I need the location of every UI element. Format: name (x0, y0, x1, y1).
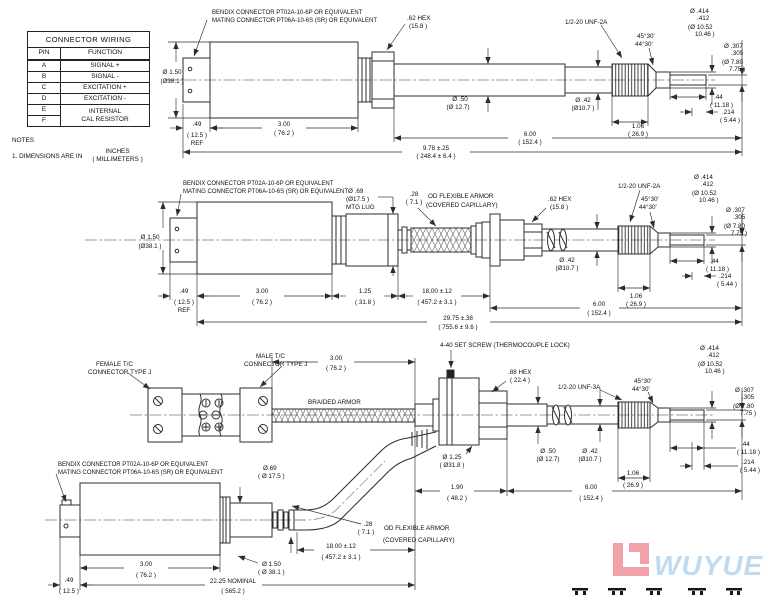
dia-label: Ø .414 (694, 174, 713, 181)
dim-label: ( 26.9 ) (626, 301, 646, 308)
dim-label: .214 (742, 459, 755, 466)
dia-label: ( Ø 17.5 ) (258, 473, 285, 480)
note-1: 1. DIMENSIONS ARE IN (12, 152, 83, 160)
dia-label: .412 (707, 352, 720, 359)
pin-cell: A (28, 60, 61, 72)
dia-label: (Ø 12.7) (536, 456, 560, 463)
chamfer-angle: 44°30' (635, 41, 653, 48)
hex-label: .62 HEX (548, 196, 572, 203)
dim-label: .49 (64, 577, 74, 584)
lower-transmitter-outline (45, 429, 436, 555)
setscrew-label: 4-40 SET SCREW (THERMOCOUPLE LOCK) (440, 342, 570, 349)
dim-label: ( 5.44 ) (717, 281, 737, 288)
dim-label: .214 (722, 109, 735, 116)
dim-label: 1.06 (626, 470, 640, 477)
dim-label: ( 152.4 ) (518, 139, 542, 146)
chamfer-angle: 45°30' (634, 378, 652, 385)
dim-label: ( 152.4 ) (587, 310, 611, 317)
armor-od-label: ( 7.1 ) (357, 529, 375, 536)
dia-label: (Ø 7.80 (722, 59, 743, 66)
view-transducer-flexible (85, 174, 747, 331)
dia-label: (Ø10.7 ) (578, 456, 602, 463)
dia-label: (Ø 12.7) (446, 104, 470, 111)
pin-cell: C (28, 82, 61, 93)
dim-label: ( 5.44 ) (740, 467, 760, 474)
dia-label: 7.75 ) (731, 230, 748, 237)
bendix-note: MATING CONNECTOR PT06A-10-6S (SR) OR EQUIVALENT (212, 18, 378, 24)
dim-label: 6.00 (584, 484, 598, 491)
function-cell: SIGNAL - (61, 71, 150, 82)
male-tc-label: MALE T/C (256, 353, 285, 360)
wuyue-logo-mark (613, 543, 649, 576)
dim-label: ( 12.5 ) (174, 299, 194, 306)
notes-heading: NOTES (12, 137, 35, 144)
dim-label: ( 248.4 ± 6.4 ) (416, 153, 456, 160)
view-transducer-rigid (160, 8, 747, 160)
view-thermocouple (45, 342, 760, 595)
bendix-note: BENDIX CONNECTOR PT02A-10-6P OR EQUIVALENT (183, 181, 334, 187)
armor-label: (COVERED CAPILLARY) (426, 202, 498, 209)
dia-label: (Ø 7.80 (733, 403, 754, 410)
armor-label: OD FLEXIBLE ARMOR (428, 193, 494, 200)
view1-labels (160, 8, 745, 160)
function-cell: SIGNAL + (61, 60, 150, 72)
dia-label: Ø .307 (726, 207, 745, 214)
dim-label: 6.00 (523, 131, 537, 138)
dim-label: 9.78 ±.25 (422, 145, 450, 152)
dia-label: 10.46 ) (695, 31, 715, 38)
mtg-lug-label: (Ø17.5 ) (346, 196, 370, 203)
female-tc-label: FEMALE T/C (96, 361, 133, 368)
function-cell: EXCITATION + (61, 82, 150, 93)
dim-label: REF (177, 307, 191, 314)
bendix-note: MATING CONNECTOR PT06A-10-6S (SR) OR EQUIVALENT (183, 189, 349, 195)
dim-label: .49 (179, 288, 189, 295)
dim-label: 18.00 ±.12 (422, 288, 452, 295)
dia-label: .412 (701, 181, 714, 188)
dim-label: ( 76.2 ) (274, 130, 294, 137)
table-title: CONNECTOR WIRING (28, 32, 150, 48)
dim-label: ( 5.44 ) (720, 117, 740, 124)
dia-label: ( Ø31.8 ) (439, 462, 465, 469)
pin-cell: B (28, 71, 61, 82)
dia-label: (Ø 10.52 (698, 361, 723, 368)
dim-label: ( 48.2 ) (447, 495, 467, 502)
dia-label: (Ø38.1 ) (138, 243, 162, 250)
dim-label: ( 152.4 ) (579, 495, 603, 502)
pin-cell: D (28, 94, 61, 105)
dim-label: ( 11.18 ) (710, 102, 733, 109)
armor-label: OD FLEXIBLE ARMOR (384, 525, 450, 532)
dim-label: ( 457.2 ± 3.1 ) (321, 554, 361, 561)
dim-label: 22.25 NOMINAL (209, 578, 257, 585)
dia-label: ( Ø 38.1 ) (258, 569, 285, 576)
wuyue-logo-text: WUYUE (654, 550, 764, 581)
dia-label: Ø .42 (575, 97, 591, 104)
hex-label-mm: (15.8 ) (550, 204, 569, 211)
dim-label: ( 457.2 ± 3.1 ) (417, 299, 457, 306)
dim-label: .44 (710, 258, 719, 265)
flex-transducer-outline (170, 202, 704, 274)
dim-label: .49 (192, 121, 202, 128)
dia-label: Ø.69 (263, 465, 277, 472)
chamfer-angle: 45°30' (637, 33, 655, 40)
dim-label: 1.06 (631, 123, 645, 130)
dia-label: (Ø 10.52 (688, 24, 713, 31)
view1-dimension-lines (168, 20, 747, 158)
dia-label: (Ø10.7 ) (571, 105, 595, 112)
hex-label: .62 HEX (407, 15, 431, 22)
dim-label: 3.00 (255, 288, 269, 295)
dim-label: .44 (714, 94, 723, 101)
units-mm: ( MILLIMETERS ) (92, 156, 143, 164)
dim-label: ( 11.18 ) (737, 449, 760, 456)
dia-label: (Ø38.1 ) (160, 78, 184, 85)
mtg-lug-label: MTG LUG (346, 204, 375, 211)
dim-label: 3.00 (139, 561, 153, 568)
dia-label: (Ø10.7 ) (555, 265, 579, 272)
mtg-lug-label: Ø .69 (348, 188, 364, 195)
thread-label: 1/2-20 UNF-2A (565, 19, 608, 26)
bendix-note: MATING CONNECTOR PT06A-10-6S (SR) OR EQUIVALENT (58, 470, 224, 476)
pin-cell: F (28, 116, 61, 127)
dia-label: Ø 1.50 (140, 234, 160, 241)
function-cell: EXCITATION - (61, 94, 150, 105)
dim-label: 6.00 (592, 301, 606, 308)
armor-od-label: .28 (363, 521, 373, 528)
dia-label: 10.46 ) (705, 368, 725, 375)
hex-label-mm: (15.8 ) (409, 23, 428, 30)
dia-label: .305 (742, 394, 755, 401)
chamfer-angle: 45°30' (641, 196, 659, 203)
dia-label: Ø 1.25 (442, 454, 462, 461)
dia-label: Ø .50 (540, 448, 556, 455)
dim-label: ( 26.9 ) (628, 131, 648, 138)
dia-label: .305 (731, 50, 744, 57)
chamfer-angle: 44°30' (639, 204, 657, 211)
dim-label: .44 (741, 441, 750, 448)
dim-label: ( 76.2 ) (252, 299, 272, 306)
dim-label: 3.00 (329, 355, 343, 362)
dim-label: 18.00 ±.12 (326, 543, 356, 550)
dim-label: ( 755.6 ± 9.6 ) (438, 324, 478, 331)
male-tc-label: CONNECTOR TYPE J (244, 361, 308, 368)
dim-label: ( 11.18 ) (706, 266, 729, 273)
dia-label: (Ø 10.52 (692, 190, 717, 197)
female-tc-label: CONNECTOR TYPE J (88, 369, 152, 376)
dia-label: .412 (697, 15, 710, 22)
thread-label: 1/2-20 UNF-2A (618, 183, 661, 190)
ef-line2: CAL RESISTOR (81, 115, 129, 123)
dia-label: Ø 1.50 (162, 69, 182, 76)
dia-label: Ø .42 (559, 257, 575, 264)
dim-label: ( 12.5 ) (187, 132, 207, 139)
chamfer-angle: 44°30' (632, 386, 650, 393)
dim-label: ( 76.2 ) (136, 572, 156, 579)
ef-line1: INTERNAL (88, 107, 122, 115)
dim-label: 29.75 ±.38 (443, 315, 473, 322)
dim-label: 3.00 (277, 121, 291, 128)
dia-label: 7.75 ) (740, 410, 757, 417)
dim-label: 1.90 (450, 484, 464, 491)
dia-label: 7.75 ) (729, 66, 746, 73)
dim-label: REF (190, 140, 204, 147)
dia-label: Ø .50 (452, 96, 468, 103)
col-header-function: FUNCTION (61, 48, 150, 60)
bendix-note: BENDIX CONNECTOR PT02A-10-6P OR EQUIVALENT (58, 462, 209, 468)
units-inches: INCHES (105, 148, 130, 155)
pin-cell: E (28, 105, 61, 116)
wuyue-logo (572, 543, 764, 595)
dim-label: 1.06 (629, 293, 643, 300)
dim-label: ( 26.9 ) (623, 482, 643, 489)
armor-od-label: .28 (409, 191, 419, 198)
cutoff-text-fragments (572, 588, 742, 595)
armor-od-label: ( 7.1 ) (405, 199, 423, 206)
hex-label-mm: ( 22.4 ) (510, 377, 530, 384)
armor-label: (COVERED CAPILLARY) (383, 537, 455, 544)
dia-label: Ø .42 (582, 448, 598, 455)
dia-label: Ø 1.50 (262, 561, 281, 568)
dia-label: Ø .307 (724, 43, 743, 50)
dim-label: ( 31.8 ) (355, 299, 375, 306)
hex-label: .88 HEX (508, 369, 532, 376)
thread-label: 1/2-20 UNF-3A (558, 384, 601, 391)
braided-armor-label: BRAIDED ARMOR (308, 399, 361, 406)
dia-label: Ø .414 (700, 345, 719, 352)
dia-label: Ø .307 (735, 387, 754, 394)
dim-label: 1.25 (358, 288, 372, 295)
dia-label: 10.46 ) (699, 197, 719, 204)
bendix-note: BENDIX CONNECTOR PT02A-10-6P OR EQUIVALENT (212, 10, 363, 16)
dim-label: .214 (719, 273, 732, 280)
dim-label: ( 12.5 ) (59, 588, 79, 595)
dia-label: (Ø 7.80 (724, 223, 745, 230)
dia-label: Ø .414 (690, 8, 709, 15)
dim-label: ( 76.2 ) (326, 365, 346, 372)
dia-label: .305 (733, 214, 746, 221)
dim-label: ( 565.2 ) (221, 588, 245, 595)
col-header-pin: PIN (28, 48, 61, 60)
